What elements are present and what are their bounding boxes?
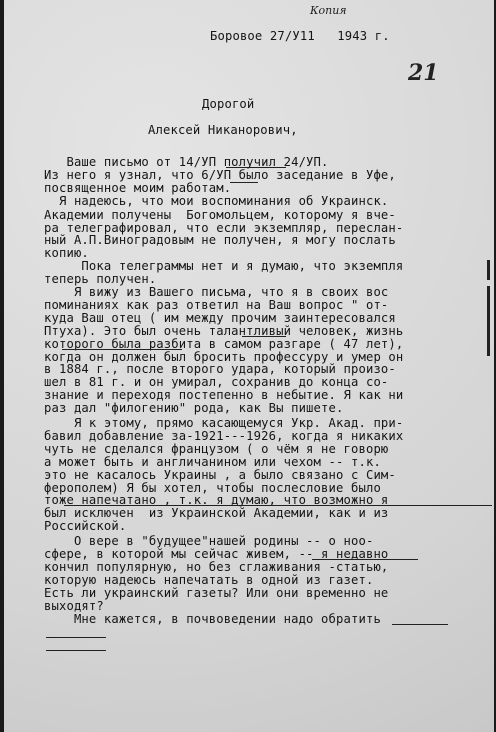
underline-otec (62, 349, 182, 350)
letter-line: Мне кажется, в почвоведении надо обратить (44, 611, 381, 626)
letter-line: раз дал "филогению" рода, как Вы пишете. (44, 401, 344, 416)
letter-line: в 1884 г., после второго удара, который произо- (44, 362, 396, 377)
letter-line: Академии получены Богомольцем, которому я вче- (44, 207, 396, 222)
letter-line: Я к этому, прямо касающемуся Укр. Акад. при- (44, 416, 404, 430)
letter-line: шел в 81 г. и он умирал, сохранив до конца со- (44, 375, 389, 390)
handwritten-page-number: 21 (408, 60, 439, 86)
underline-6up (230, 182, 258, 183)
handwritten-copy-note: Копия (310, 4, 347, 17)
underline-noosfera (392, 624, 448, 625)
letter-line: сфере, в которой мы сейчас живем, -- я недавно (44, 547, 389, 561)
place-date: Боровое 27/У11 1943 г. (210, 29, 390, 43)
letter-line: Пока телеграммы нет и я думаю, что экземпля (44, 259, 404, 274)
letter-line: которого была разбита в самом разгаре ( 47 лет), (44, 336, 404, 351)
letter-line: ный А.П.Виноградовым не получен, я могу послать (44, 233, 396, 248)
letter-line: поминаниях как раз ответил на Ваш вопрос " от- (44, 297, 389, 312)
letter-line: Ваше письмо от 14/УП получил 24/УП. (44, 155, 329, 169)
letter-line: выходят? (44, 598, 104, 613)
underline-otvetil (242, 336, 286, 337)
letter-line: Есть ли украинский газеты? Или они временно не (44, 585, 389, 600)
letter-line: теперь получен. (44, 272, 157, 287)
underline-frantsuzom (64, 505, 492, 506)
letter-line: кончил популярную, но без сглаживания -статью, (44, 559, 389, 574)
letter-line: Птуха). Это был очень талантливый человек, жизнь (44, 323, 404, 338)
greeting-line-2: Алексей Никанорович, (148, 123, 298, 137)
letter-line: Из него я узнал, что 6/УП было заседание в Уфе, (44, 167, 396, 182)
letter-line: которую надеюсь напечатать в одной из газет. (44, 572, 374, 587)
letter-line: был исключен из Украинской Академии, как и из (44, 506, 389, 521)
letter-line: тоже напечатано , т.к. я думаю, что возможно я (44, 493, 389, 508)
letter-line: куда Ваш отец ( им между прочим заинтересовался (44, 310, 396, 325)
letter-line: когда он должен был бросить профессуру и умер он (44, 349, 404, 364)
underline-sfere (46, 637, 106, 638)
letter-line: ра телеграфировал, что если экземпляр, переслан- (44, 220, 404, 235)
letter-line: чуть не сделался французом ( о чём я не говорю (44, 441, 389, 456)
margin-bar-top (487, 260, 490, 280)
letter-line: Российской. (44, 519, 127, 534)
greeting-line-1: Дорогой (202, 97, 255, 111)
letter-line: Я надеюсь, что мои воспоминания об Украинск. (44, 193, 389, 208)
document-page (4, 0, 494, 732)
letter-line: посвященное моим работам. (44, 180, 232, 195)
letter-line: ферополем) Я бы хотел, чтобы послесловие было (44, 480, 381, 495)
underline-poslaslovie (312, 559, 418, 560)
letter-line: а может быть и англичанином или чехом -- т.к. (44, 454, 381, 469)
letter-line: О вере в "будущее"нашей родины -- о ноо- (44, 534, 374, 549)
underline-date (226, 167, 286, 168)
letter-line: знание и переходя постепенно в небытие. Я как ни (44, 388, 404, 403)
letter-line: бавил добавление за-1921---1926, когда я никаких (44, 428, 404, 443)
margin-bar-bottom (487, 286, 490, 356)
letter-line: Я вижу из Вашего письма, что я в своих вос (44, 285, 389, 299)
letter-line: копию. (44, 246, 89, 261)
underline-konchil (46, 650, 106, 651)
letter-line: это не касалось Украины , а было связано с Сим- (44, 467, 396, 482)
